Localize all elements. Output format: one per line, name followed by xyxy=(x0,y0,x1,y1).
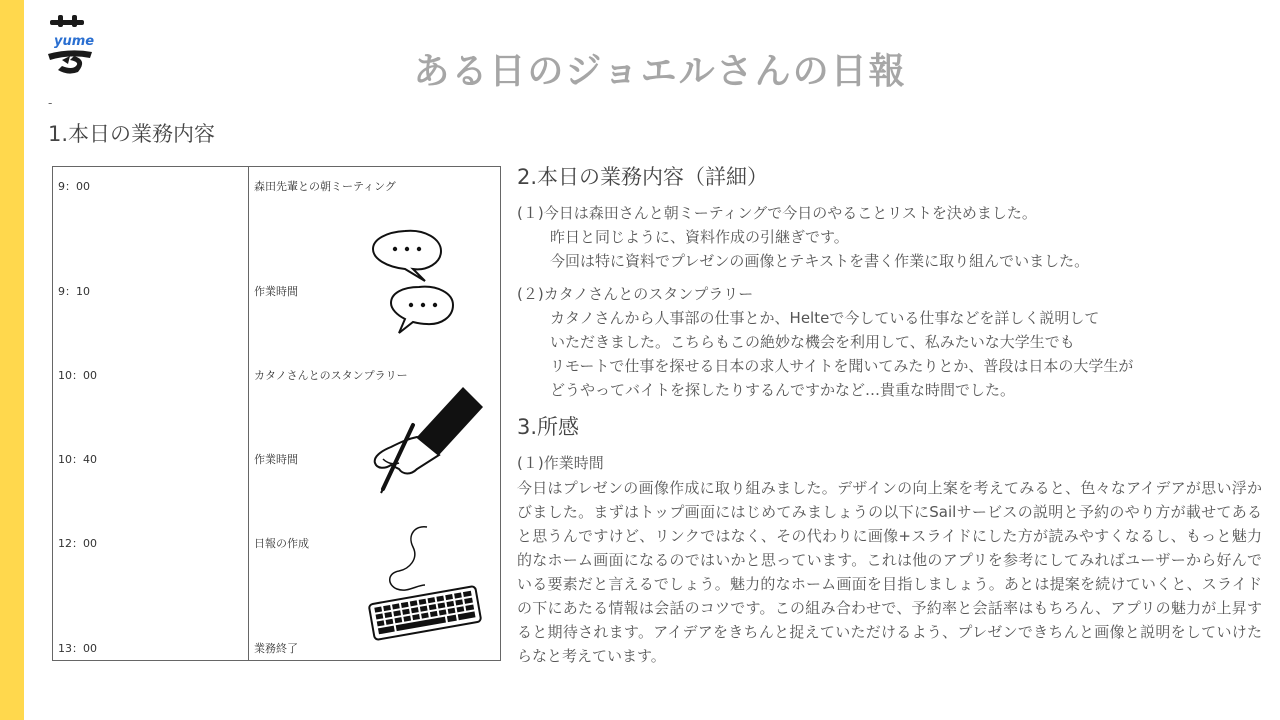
schedule-table xyxy=(52,166,501,661)
detail-item-line: カタノさんから人事部の仕事とか、Helteで今している仕事などを詳しく説明して xyxy=(550,309,1100,327)
keyboard-icon xyxy=(365,523,485,645)
schedule-task: 業務終了 xyxy=(254,642,298,655)
detail-item-line: 今回は特に資料でプレゼンの画像とテキストを書く作業に取り組んでいました。 xyxy=(550,252,1090,270)
detail-item-line: リモートで仕事を探せる日本の求人サイトを聞いてみたりとか、普段は日本の大学生が xyxy=(550,357,1134,375)
detail-item-head: (２)カタノさんとのスタンプラリー xyxy=(517,285,754,303)
yume-logo xyxy=(44,14,100,76)
detail-item-line: どうやってバイトを探したりするんですかなど…貴重な時間でした。 xyxy=(550,381,1016,399)
schedule-time: 9：10 xyxy=(58,285,90,298)
schedule-task: 作業時間 xyxy=(254,453,298,466)
schedule-divider xyxy=(248,167,249,660)
detail-item-line: いただきました。こちらもこの絶妙な機会を利用して、私みたいな大学生でも xyxy=(550,333,1075,351)
section1-title: 1.本日の業務内容 xyxy=(48,122,216,146)
schedule-time: 10：00 xyxy=(58,369,97,382)
page-title: ある日のジョエルさんの日報 xyxy=(413,51,907,92)
accent-bar xyxy=(0,0,24,720)
detail-item-head: (１)今日は森田さんと朝ミーティングで今日のやることリストを決めました。 xyxy=(517,204,1037,222)
section2-title: 2.本日の業務内容（詳細） xyxy=(517,165,769,189)
schedule-task: 日報の作成 xyxy=(254,537,309,550)
schedule-time: 9：00 xyxy=(58,180,90,193)
impression-subhead: (１)作業時間 xyxy=(517,454,604,472)
schedule-time: 12：00 xyxy=(58,537,97,550)
schedule-task: カタノさんとのスタンプラリー xyxy=(254,369,408,382)
section3-title: 3.所感 xyxy=(517,415,580,439)
schedule-task: 森田先輩との朝ミーティング xyxy=(254,180,396,193)
schedule-time: 13：00 xyxy=(58,642,97,655)
dash-mark: - xyxy=(48,96,53,110)
schedule-time: 10：40 xyxy=(58,453,97,466)
speech-bubbles-icon xyxy=(371,227,456,343)
writing-hand-icon xyxy=(369,383,487,499)
impression-body: 今日はプレゼンの画像作成に取り組みました。デザインの向上案を考えてみると、色々なアイデアが思い浮かびました。まずはトップ画面にはじめてみましょうの以下にSailサービスの説明と予約のやり方が載せてあると思うんですけど、リンクではなく、その代わりに画像+スライドにした方が読みやすくなるし、もっと魅力的なホーム画面になるのではいかと思っています。これは他のアプリを参考にしてみればユーザーから好んでいる要素だと言えるでしょう。魅力的なホーム画面を目指しましょう。あとは提案を続けていくと、スライドの下にあたる情報は会話のコツです。この組み合わせで、予約率と会話率はもちろん、アプリの魅力が上昇すると期待されます。アイデアをきちんと捉えていただけるよう、プレゼンできちんと画像と説明をしていけたらなと考えています。 xyxy=(517,479,1262,665)
detail-item-line: 昨日と同じように、資料作成の引継ぎです。 xyxy=(550,228,849,246)
svg-text:yume: yume xyxy=(54,34,95,49)
schedule-task: 作業時間 xyxy=(254,285,298,298)
